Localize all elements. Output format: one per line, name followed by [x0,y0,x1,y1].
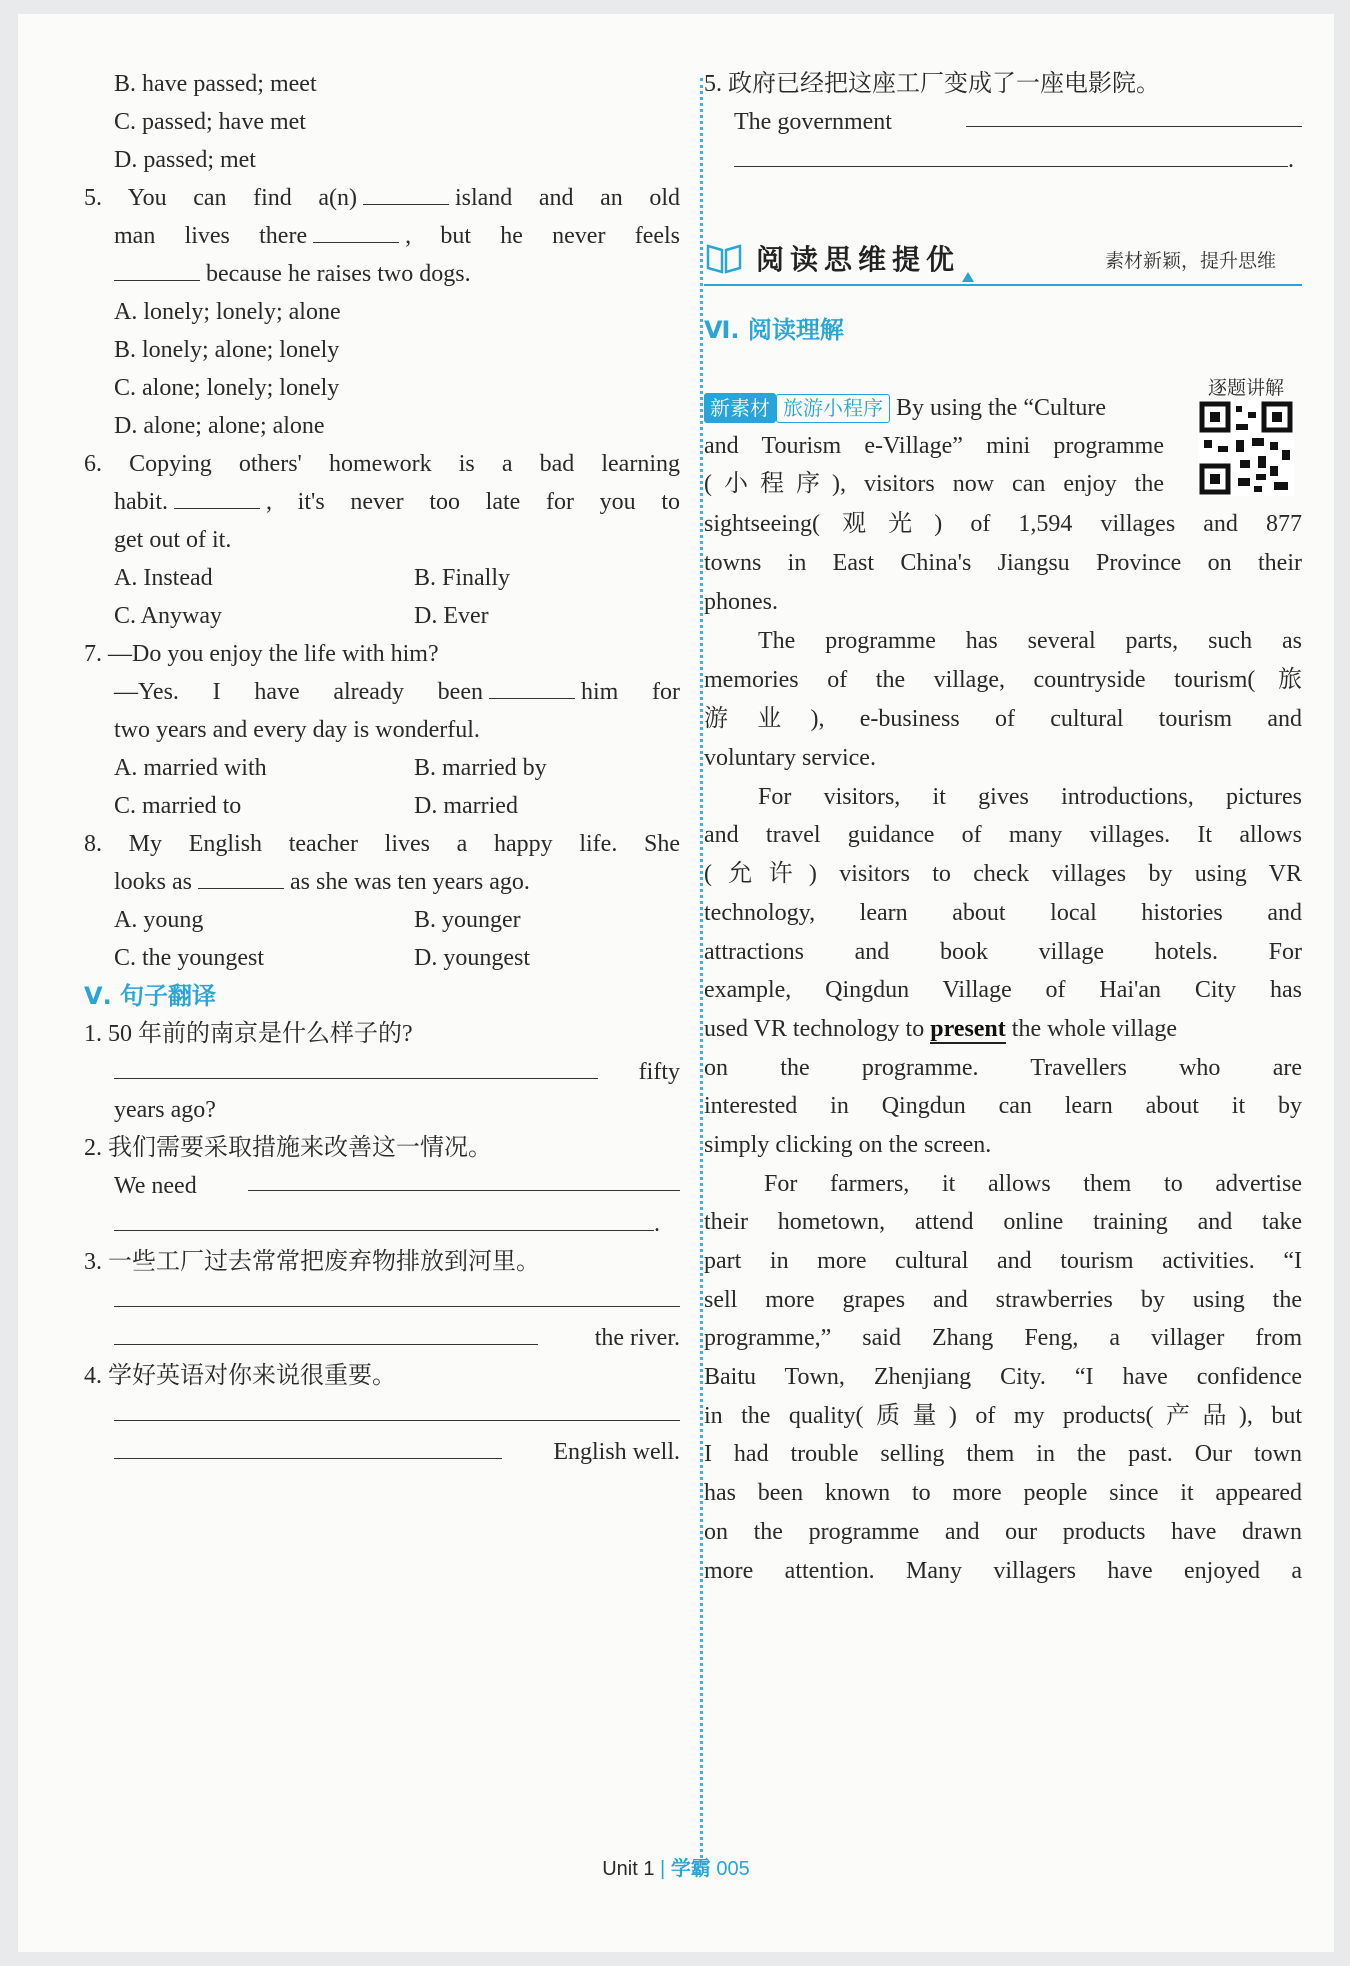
qr-code[interactable] [1194,376,1298,500]
para-line-27: in the quality(质量) of my products(产品), but [704,1403,1302,1429]
highlighted-word: present [930,1016,1006,1042]
q6-line3: get out of it. [114,527,232,553]
para-line-13: (允许) visitors to check villages by using VR [704,861,1302,887]
q6-line2: habit. , it's never too late for you to [114,478,680,526]
answer-blank[interactable] [966,98,1302,127]
answer-blank[interactable] [363,176,449,205]
q7-option-c: C. married to D. married [114,782,710,830]
q8-option-d: D. youngest [414,945,530,971]
para-line-14: technology, learn about local histories and [704,900,1302,926]
footer-separator: | [660,1858,666,1880]
t3-line2: the river. [114,1314,680,1362]
footer-brand: 学霸 [670,1858,711,1880]
q5-option-b: B. lonely; alone; lonely [114,337,340,363]
para-line-6: phones. [704,589,778,615]
q5-line1: 5. You can find a(n) island and an old [84,174,680,222]
para-line-5: towns in East China's Jiangsu Province on their [704,550,1302,576]
answer-blank[interactable] [114,1430,502,1459]
para-line-3: (小程序), visitors now can enjoy the [704,471,1164,497]
t2-line2: . [114,1200,680,1248]
para-line-22: their hometown, attend online training and take [704,1209,1302,1235]
q7-option-b: B. married by [414,755,547,781]
answer-blank[interactable] [734,138,1288,167]
answer-blank[interactable] [174,480,260,509]
para-line-21: For farmers, it allows them to advertise [764,1171,1302,1197]
answer-blank[interactable] [114,1278,680,1307]
banner-title: 阅读思维提优 [756,243,961,276]
q5-option-a: A. lonely; lonely; alone [114,299,341,325]
topic-tag: 旅游小程序 [776,394,890,423]
para-line-28: I had trouble selling them in the past. Our town [704,1441,1302,1467]
page-sheet [18,14,1334,1952]
q4-option-d: D. passed; met [114,147,256,173]
para-line-19: interested in Qingdun can learn about it by [704,1093,1302,1119]
q7-line1: 7. —Do you enjoy the life with him? [84,641,439,667]
q8-line1: 8. My English teacher lives a happy life. She [84,831,680,857]
para-line-12: and travel guidance of many villages. It allows [704,822,1302,848]
para-line-26: Baitu Town, Zhenjiang City. “I have confidence [704,1364,1302,1390]
para-line-1: 新素材 旅游小程序 By using the “Culture [704,384,1164,432]
para-line-7: The programme has several parts, such as [758,628,1302,654]
section-6-heading: Ⅵ. 阅读理解 [704,316,844,344]
para-line-11: For visitors, it gives introductions, pictures [758,784,1302,810]
q5-line2: man lives there , but he never feels [114,212,680,260]
t5-line2: . [734,136,1302,184]
answer-blank[interactable] [313,214,399,243]
footer-unit: Unit 1 [602,1858,655,1880]
para-line-31: more attention. Many villagers have enjoyed a [704,1558,1302,1584]
q6-line1: 6. Copying others' homework is a bad learning [84,451,680,477]
q8-option-b: B. younger [414,907,521,933]
new-material-tag: 新素材 [704,393,776,423]
q8-option-c: C. the youngest D. youngest [114,934,710,982]
answer-blank[interactable] [114,1316,538,1345]
answer-blank[interactable] [114,1050,598,1079]
answer-blank[interactable] [114,1392,680,1421]
answer-blank[interactable] [114,1202,654,1231]
t2-chinese: 2. 我们需要采取措施来改善这一情况。 [84,1135,492,1161]
para-line-9: 游业), e-business of cultural tourism and [704,706,1302,732]
t2-line1: We need [114,1162,680,1210]
q8-line2: looks as as she was ten years ago. [114,858,710,906]
para-line-10: voluntary service. [704,745,876,771]
para-line-30: on the programme and our products have drawn [704,1519,1302,1545]
answer-blank[interactable] [489,670,575,699]
t1-line2: years ago? [114,1097,216,1123]
q6-option-d: D. Ever [414,603,489,629]
q7-line3: two years and every day is wonderful. [114,717,480,743]
section-5-heading: Ⅴ. 句子翻译 [84,982,217,1010]
qr-label: 逐题讲解 [1207,377,1284,399]
page-footer [18,1852,1334,1881]
t3-chinese: 3. 一些工厂过去常常把废弃物排放到河里。 [84,1249,540,1275]
answer-blank[interactable] [114,252,200,281]
q7-option-a: A. married with B. married by [114,744,710,792]
para-line-15: attractions and book village hotels. For [704,939,1302,965]
t1-chinese: 1. 50 年前的南京是什么样子的? [84,1021,413,1047]
q4-option-b: B. have passed; meet [114,71,317,97]
qr-code-icon [1198,400,1294,496]
book-icon [704,242,744,276]
para-line-29: has been known to more people since it appeared [704,1480,1302,1506]
q7-option-d: D. married [414,793,518,819]
para-line-18: on the programme. Travellers who are [704,1055,1302,1081]
q8-option-a: A. young B. younger [114,896,710,944]
para-line-23: part in more cultural and tourism activities. “I [704,1248,1302,1274]
t5-chinese: 5. 政府已经把这座工厂变成了一座电影院。 [704,71,1160,97]
q6-option-b: B. Finally [414,565,511,591]
q7-line2: —Yes. I have already been him for [114,668,680,716]
para-line-4: sightseeing(观光) of 1,594 villages and 877 [704,511,1302,537]
footer-page-number: 005 [716,1858,750,1880]
reading-banner [704,228,1302,286]
para-line-20: simply clicking on the screen. [704,1132,992,1158]
q5-line3: because he raises two dogs. [114,250,710,298]
q4-option-c: C. passed; have met [114,109,306,135]
triangle-marker [962,272,974,282]
q6-option-c: C. Anyway D. Ever [114,592,710,640]
para-line-24: sell more grapes and strawberries by using the [704,1287,1302,1313]
t4-line2: English well. [114,1428,680,1476]
para-line-16: example, Qingdun Village of Hai'an City has [704,977,1302,1003]
answer-blank[interactable] [198,860,284,889]
para-line-17: used VR technology to present the whole village [704,1016,1178,1042]
t4-chinese: 4. 学好英语对你来说很重要。 [84,1363,396,1389]
q6-option-a: A. Instead B. Finally [114,554,710,602]
q5-option-c: C. alone; lonely; lonely [114,375,340,401]
q5-option-d: D. alone; alone; alone [114,413,325,439]
para-line-25: programme,” said Zhang Feng, a villager from [704,1325,1302,1351]
para-line-2: and Tourism e-Village” mini programme [704,433,1164,459]
para-line-8: memories of the village, countryside tourism(旅 [704,667,1302,693]
t1-line: fifty [114,1048,680,1096]
banner-subtitle: 素材新颖，提升思维 [1104,250,1276,272]
t5-line1: The government [734,98,1302,146]
answer-blank[interactable] [248,1162,680,1191]
